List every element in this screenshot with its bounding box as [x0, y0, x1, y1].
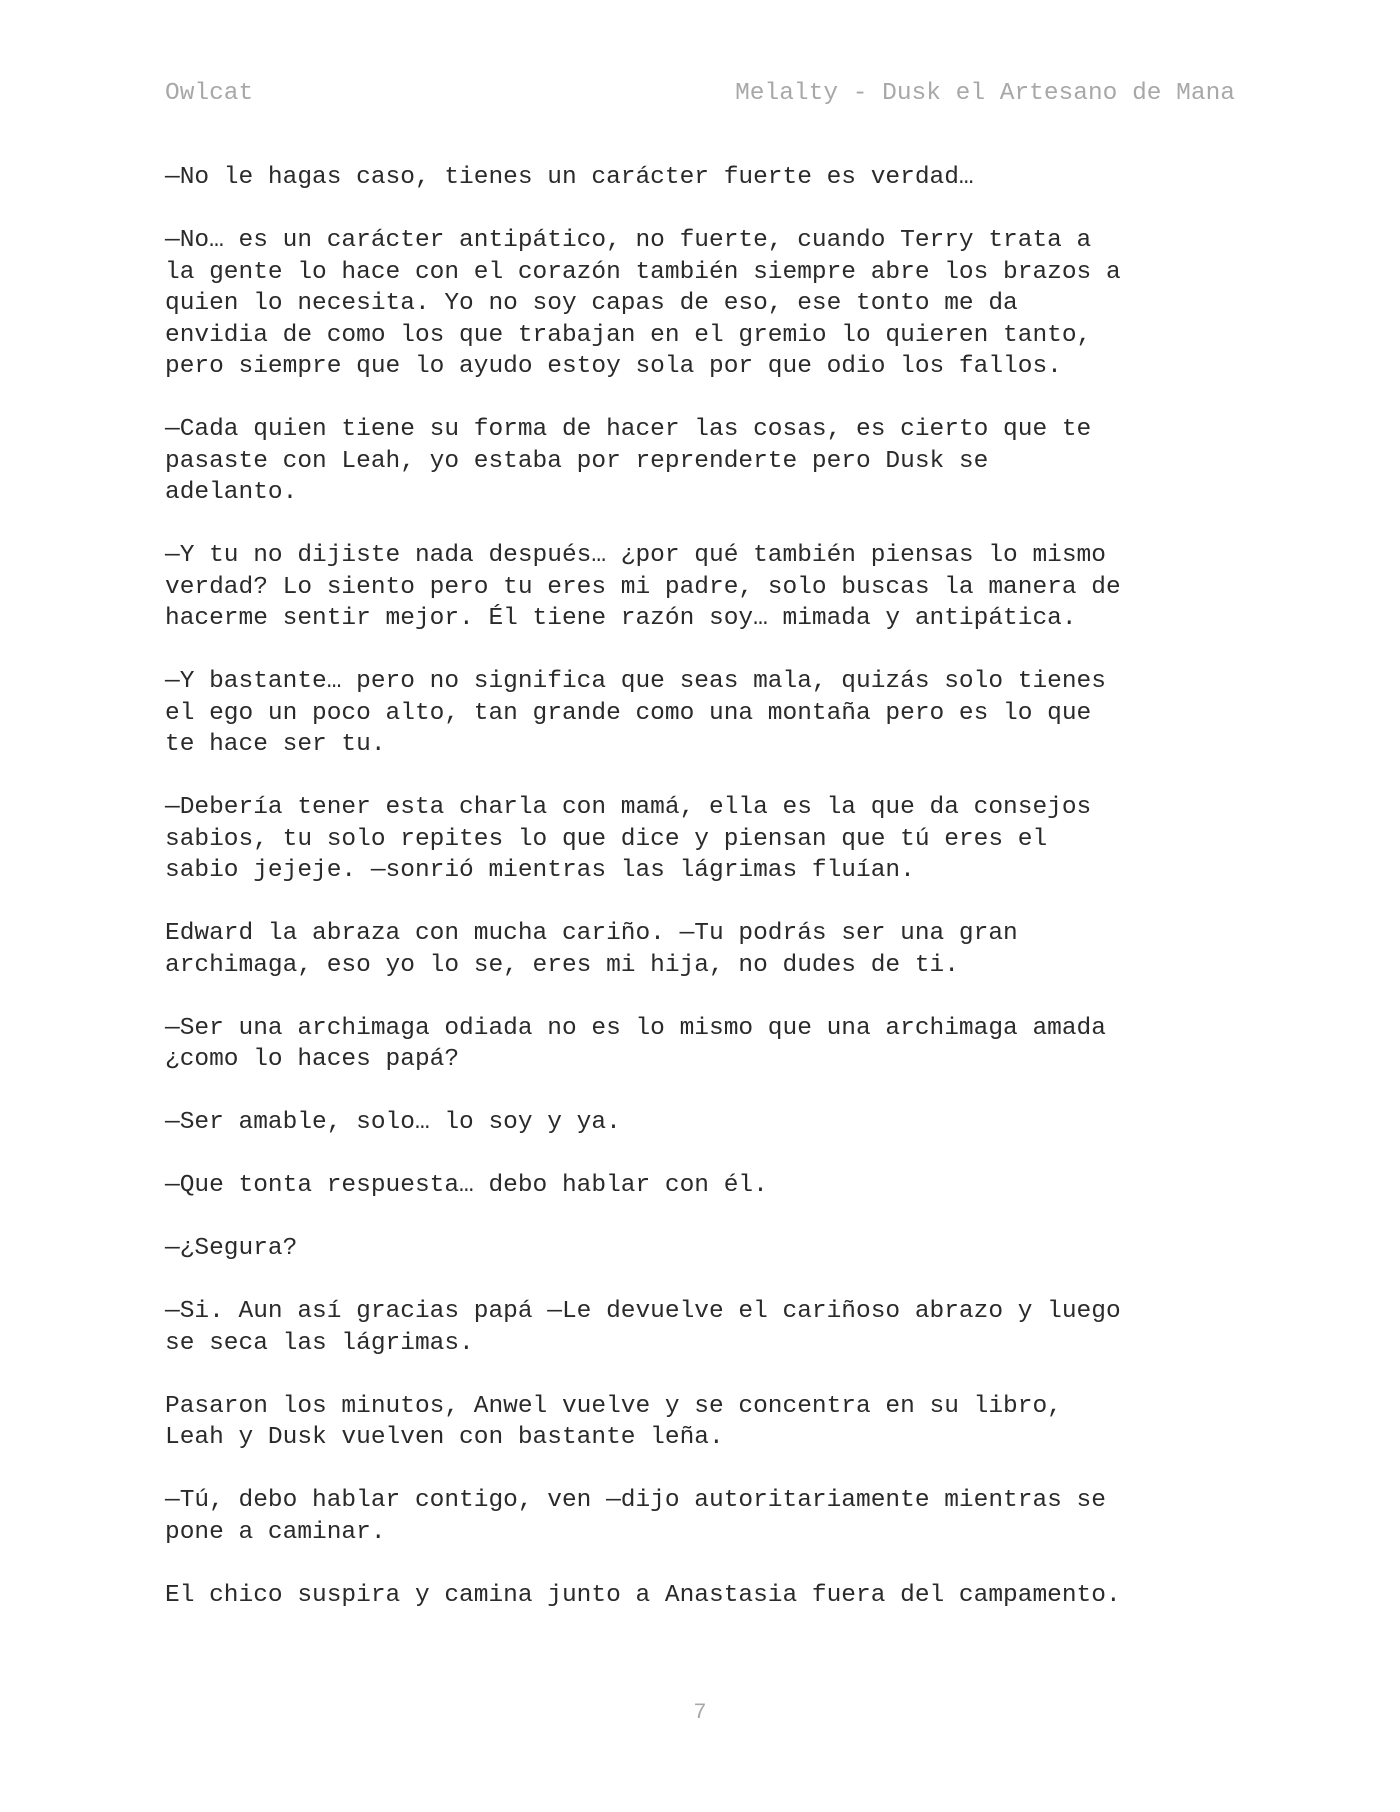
- paragraph: —Debería tener esta charla con mamá, ella es la que da consejos sabios, tu solo repites lo que dice y piensan que tú eres el sabio jejeje. —sonrió mientras las lágrimas fluían.: [165, 794, 1092, 884]
- paragraph: —No… es un carácter antipático, no fuerte, cuando Terry trata a la gente lo hace con el corazón también siempre abre los brazos a quien lo necesita. Yo no soy capas de eso, ese tonto me da envidia de como los que trabajan en el gremio lo quieren tanto, pero siempre que lo ayudo estoy sola por que odio los fallos.: [165, 227, 1121, 380]
- paragraph: El chico suspira y camina junto a Anastasia fuera del campamento.: [165, 1581, 1121, 1609]
- paragraph: —Y bastante… pero no significa que seas mala, quizás solo tienes el ego un poco alto, tan grande como una montaña pero es lo que te hace ser tu.: [165, 668, 1106, 758]
- paragraph: —¿Segura?: [165, 1235, 298, 1262]
- header-author: Owlcat: [165, 80, 254, 107]
- paragraph: Edward la abraza con mucha cariño. —Tu podrás ser una gran archimaga, eso yo lo se, eres mi hija, no dudes de ti.: [165, 920, 1018, 979]
- paragraph: —Ser una archimaga odiada no es lo mismo que una archimaga amada ¿como lo haces papá?: [165, 1014, 1106, 1073]
- paragraph: —Cada quien tiene su forma de hacer las cosas, es cierto que te pasaste con Leah, yo estaba por reprenderte pero Dusk se adelanto.: [165, 416, 1092, 506]
- body-text: [165, 162, 1250, 1643]
- paragraph: —Si. Aun así gracias papá —Le devuelve el cariñoso abrazo y luego se seca las lágrimas.: [165, 1298, 1121, 1357]
- page-number: 7: [693, 1700, 707, 1725]
- paragraph: —Ser amable, solo… lo soy y ya.: [165, 1109, 621, 1136]
- running-header: [165, 80, 1235, 116]
- paragraph: —Tú, debo hablar contigo, ven —dijo autoritariamente mientras se pone a caminar.: [165, 1487, 1106, 1546]
- paragraph: —Que tonta respuesta… debo hablar con él.: [165, 1172, 768, 1199]
- paragraph: —No le hagas caso, tienes un carácter fuerte es verdad…: [165, 164, 974, 191]
- paragraph: Pasaron los minutos, Anwel vuelve y se concentra en su libro, Leah y Dusk vuelven con bastante leña.: [165, 1392, 1062, 1451]
- paragraph: —Y tu no dijiste nada después… ¿por qué también piensas lo mismo verdad? Lo siento pero tu eres mi padre, solo buscas la manera de hacerme sentir mejor. Él tiene razón soy… mimada y antipática.: [165, 542, 1121, 632]
- header-book-title: Melalty - Dusk el Artesano de Mana: [735, 80, 1235, 107]
